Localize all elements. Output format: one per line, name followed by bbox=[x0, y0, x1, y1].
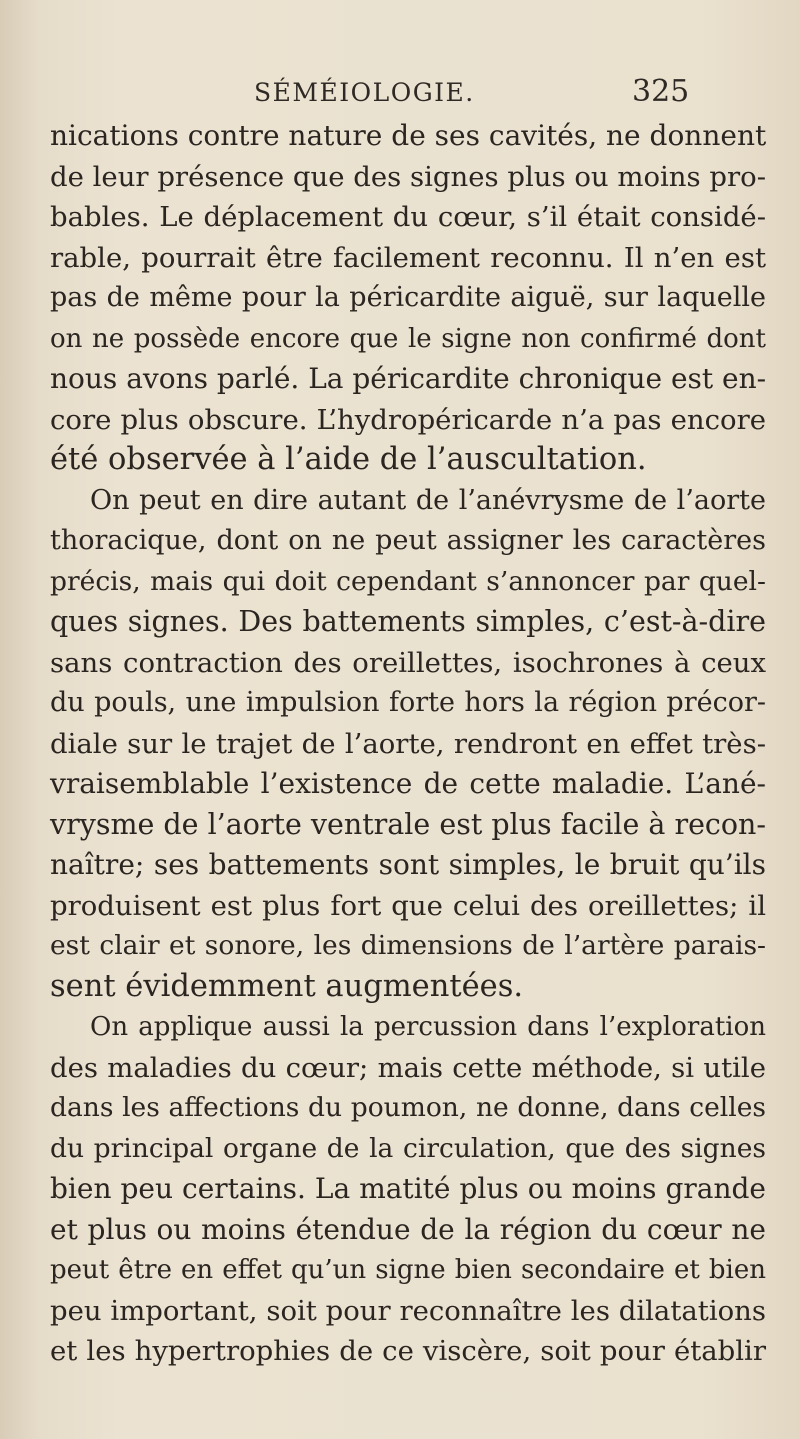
text-line: On applique aussi la percussion dans l’exploration bbox=[90, 1012, 766, 1042]
text-line: pas de même pour la péricardite aiguë, sur laquelle bbox=[50, 282, 766, 313]
text-line: diale sur le trajet de l’aorte, rendront en effet très- bbox=[50, 727, 766, 760]
text-line: et les hypertrophies de ce viscère, soit pour établir bbox=[50, 1335, 766, 1367]
text-line: sent évidemment augmentées. bbox=[50, 968, 524, 1004]
text-line: du principal organe de la circulation, que des signes bbox=[50, 1132, 766, 1164]
text-line: des maladies du cœur; mais cette méthode, si utile bbox=[50, 1051, 766, 1084]
text-line: est clair et sonore, les dimensions de l’artère parais- bbox=[50, 930, 766, 961]
text-line: core plus obscure. L’hydropéricarde n’a pas encore bbox=[50, 403, 766, 436]
text-line: produisent est plus fort que celui des oreillettes; il bbox=[50, 889, 766, 922]
text-line: On peut en dire autant de l’anévrysme de l’aorte bbox=[90, 484, 766, 516]
text-line: de leur présence que des signes plus ou moins pro- bbox=[50, 160, 766, 193]
text-line: sans contraction des oreillettes, isochrones à ceux bbox=[50, 646, 766, 679]
text-line: dans les affections du poumon, ne donne, dans celles bbox=[50, 1092, 766, 1123]
text-line: thoracique, dont on ne peut assigner les caractères bbox=[50, 525, 766, 556]
text-line: rable, pourrait être facilement reconnu. Il n’en est bbox=[50, 241, 766, 274]
running-title: SÉMÉIOLOGIE. bbox=[254, 78, 475, 107]
text-line: bien peu certains. La matité plus ou moins grande bbox=[50, 1172, 766, 1205]
text-line: peut être en effet qu’un signe bien secondaire et bien bbox=[50, 1255, 766, 1285]
text-line: peu important, soit pour reconnaître les dilatations bbox=[50, 1294, 766, 1327]
page-header bbox=[0, 74, 800, 114]
text-line: précis, mais qui doit cependant s’annoncer par quel- bbox=[50, 565, 766, 597]
text-line: on ne possède encore que le signe non confirmé dont bbox=[50, 323, 766, 354]
text-line: du pouls, une impulsion forte hors la région précor- bbox=[50, 687, 766, 718]
body-text bbox=[50, 116, 766, 1372]
page-number: 325 bbox=[632, 74, 690, 109]
text-line: et plus ou moins étendue de la région du cœur ne bbox=[50, 1212, 766, 1246]
text-line: été observée à l’aide de l’auscultation. bbox=[50, 442, 647, 477]
text-line: ques signes. Des battements simples, c’est-à-dire bbox=[50, 605, 766, 638]
text-line: vrysme de l’aorte ventrale est plus facile à recon- bbox=[50, 807, 767, 841]
text-line: vraisemblable l’existence de cette maladie. L’ané- bbox=[50, 767, 766, 800]
text-line: nications contre nature de ses cavités, ne donnent bbox=[50, 119, 767, 152]
text-line: naître; ses battements sont simples, le bruit qu’ils bbox=[50, 848, 766, 881]
text-line: nous avons parlé. La péricardite chronique est en- bbox=[50, 362, 767, 395]
text-line: bables. Le déplacement du cœur, s’il était considé- bbox=[50, 201, 766, 233]
